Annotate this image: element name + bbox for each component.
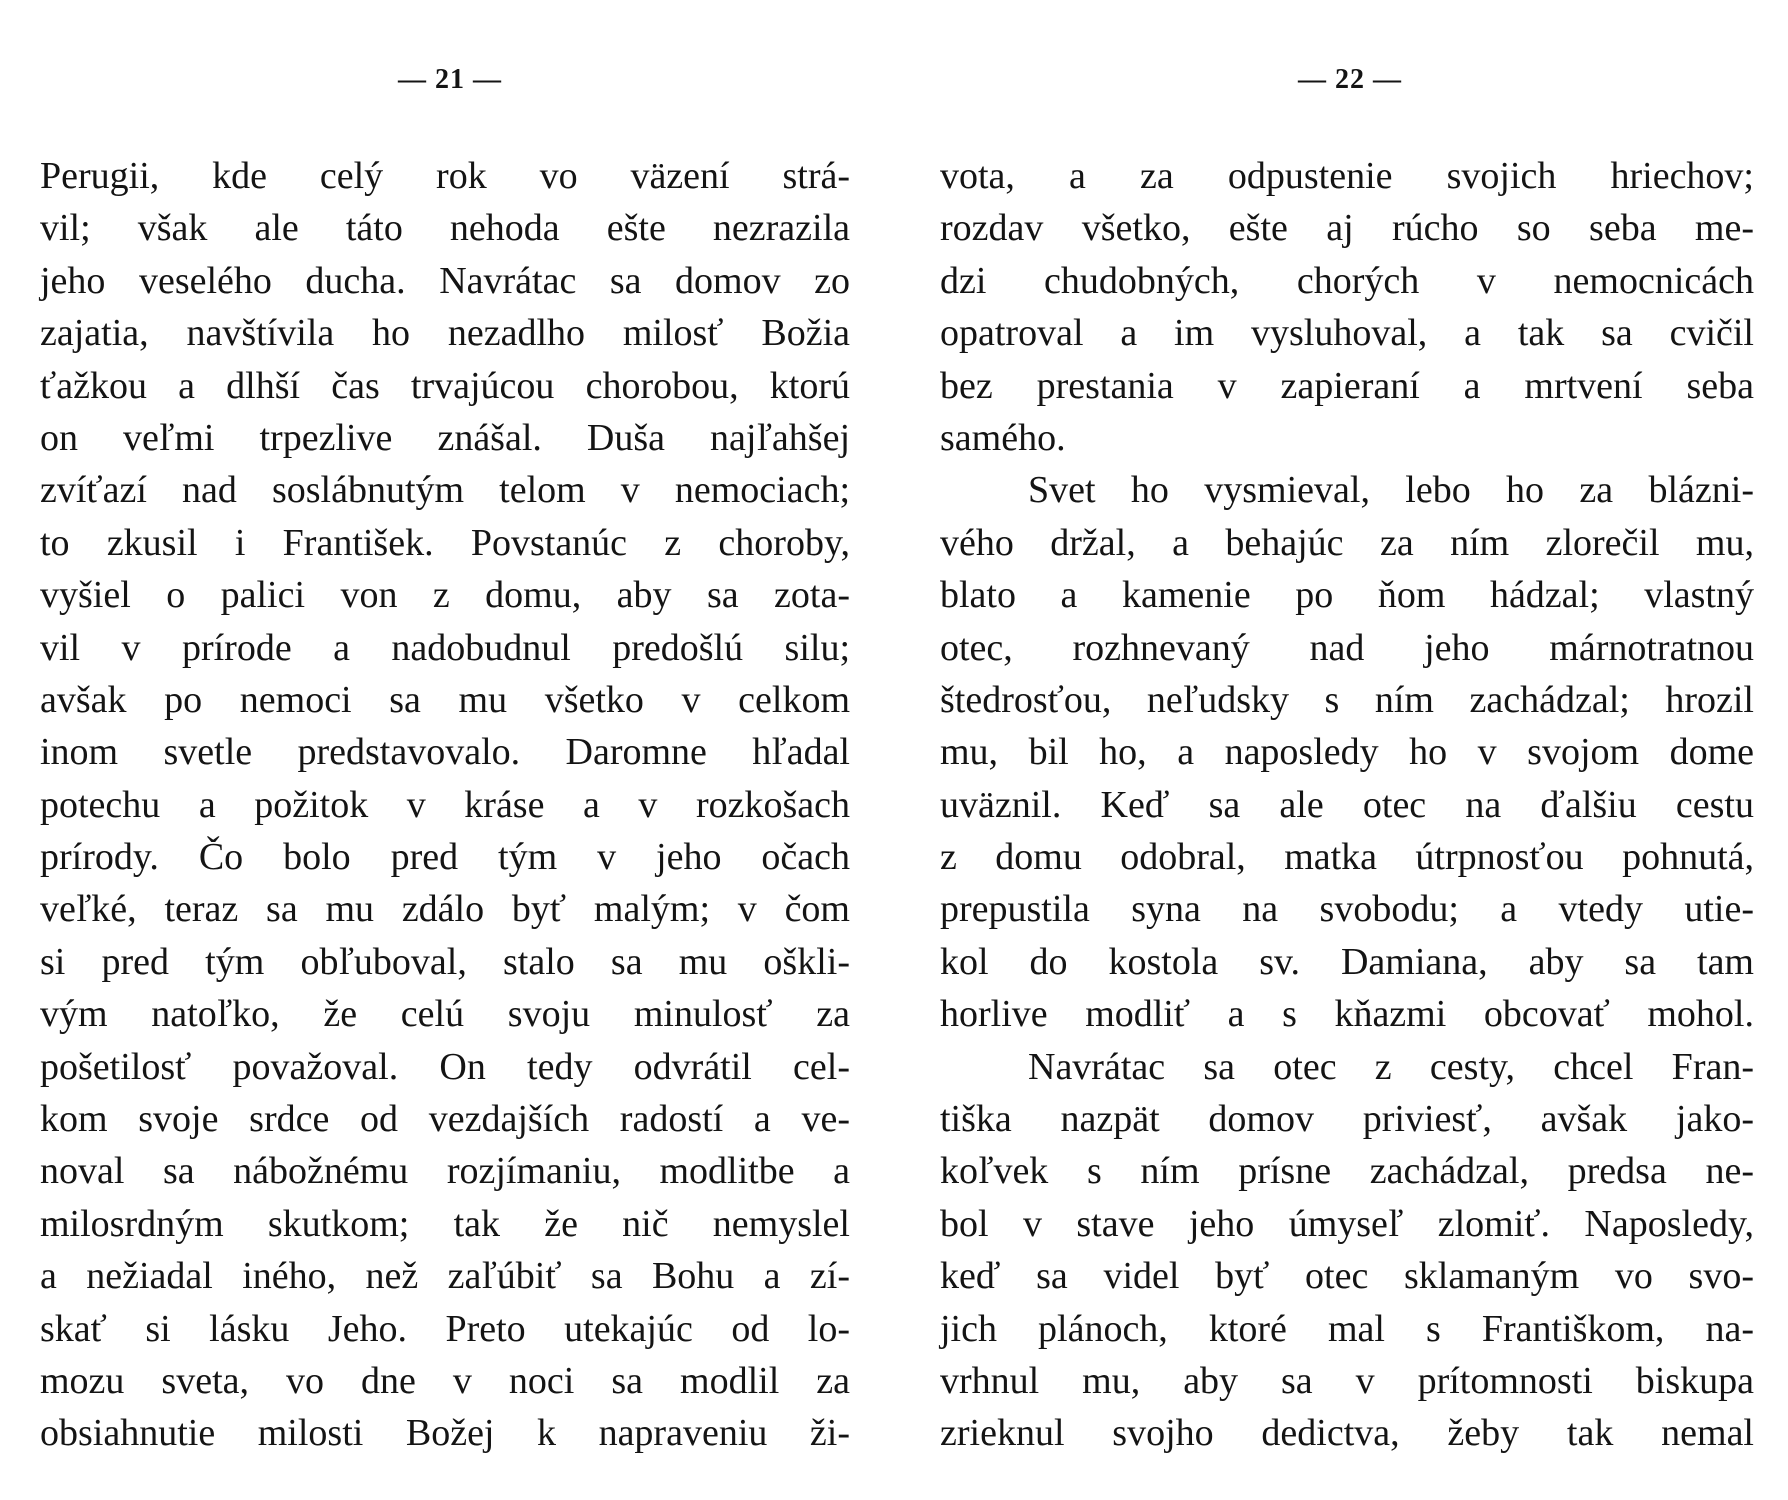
text-line: kol do kostola sv. Damiana, aby sa tam (940, 940, 1754, 983)
text-line: horlive modliť a s kňazmi obcovať mohol. (940, 993, 1754, 1036)
text-line: noval sa nábožnému rozjímaniu, modlitbe a (40, 1150, 850, 1193)
text-line: a nežiadal iného, než zaľúbiť sa Bohu a zí- (40, 1255, 850, 1298)
text-line: zvíťazí nad soslábnutým telom v nemociach; (40, 469, 850, 512)
text-line: opatroval a im vysluhoval, a tak sa cvičil (940, 312, 1754, 355)
text-line: vyšiel o palici von z domu, aby sa zota- (40, 574, 850, 617)
text-line: prepustila syna na svobodu; a vtedy utie- (940, 888, 1754, 931)
text-line: jich plánoch, ktoré mal s Františkom, na- (940, 1307, 1754, 1350)
text-line: vil; však ale táto nehoda ešte nezrazila (40, 207, 850, 250)
text-line: štedrosťou, neľudsky s ním zachádzal; hrozil (940, 678, 1754, 721)
text-line: uväznil. Keď sa ale otec na ďalšiu cestu (940, 783, 1754, 826)
text-line: si pred tým obľuboval, stalo sa mu oškli- (40, 940, 850, 983)
text-line: keď sa videl byť otec sklamaným vo svo- (940, 1255, 1754, 1298)
paragraph-start-line: Svet ho vysmieval, lebo ho za blázni- (1028, 469, 1754, 512)
text-line: rozdav všetko, ešte aj rúcho so seba me- (940, 207, 1754, 250)
text-line: kom svoje srdce od vezdajších radostí a ve- (40, 1098, 850, 1141)
text-line: otec, rozhnevaný nad jeho márnotratnou (940, 626, 1754, 669)
page-number-21: — 21 — (398, 64, 502, 95)
text-line: bez prestania v zapieraní a mrtvení seba (940, 364, 1754, 407)
right-page (894, 0, 1788, 1500)
page-number-22: — 22 — (1298, 64, 1402, 95)
text-line: vota, a za odpustenie svojich hriechov; (940, 155, 1754, 197)
text-line: vým natoľko, že celú svoju minulosť za (40, 993, 850, 1036)
text-line: prírody. Čo bolo pred tým v jeho očach (40, 836, 850, 879)
text-line: mu, bil ho, a naposledy ho v svojom dome (940, 731, 1754, 774)
text-line: koľvek s ním prísne zachádzal, predsa ne- (940, 1150, 1754, 1193)
left-page-body (40, 150, 850, 1460)
text-line: z domu odobral, matka útrpnosťou pohnutá, (940, 836, 1754, 879)
text-line: zrieknul svojho dedictva, žeby tak nemal (940, 1412, 1754, 1455)
text-line: inom svetle predstavovalo. Daromne hľadal (40, 731, 850, 774)
text-line: zajatia, navštívila ho nezadlho milosť Božia (40, 312, 850, 355)
text-line: blato a kamenie po ňom hádzal; vlastný (940, 574, 1754, 617)
text-line: ťažkou a dlhší čas trvajúcou chorobou, ktorú (40, 364, 850, 407)
text-line: vého držal, a behajúc za ním zlorečil mu, (940, 521, 1754, 564)
text-line: jeho veselého ducha. Navrátac sa domov zo (40, 259, 850, 302)
text-line: pošetilosť považoval. On tedy odvrátil cel- (40, 1045, 850, 1088)
text-line: on veľmi trpezlive znášal. Duša najľahšej (40, 416, 850, 459)
text-line: mozu sveta, vo dne v noci sa modlil za (40, 1359, 850, 1402)
text-line: Perugii, kde celý rok vo väzení strá- (40, 155, 850, 197)
paragraph-start-line: Navrátac sa otec z cesty, chcel Fran- (1028, 1045, 1754, 1088)
text-line: tiška nazpät domov priviesť, avšak jako- (940, 1098, 1754, 1141)
right-page-body (940, 150, 1754, 1460)
text-line: to zkusil i František. Povstanúc z choroby, (40, 521, 850, 564)
text-line: vil v prírode a nadobudnul predošlú silu; (40, 626, 850, 669)
text-line: obsiahnutie milosti Božej k napraveniu ži- (40, 1412, 850, 1455)
text-line: skať si lásku Jeho. Preto utekajúc od lo- (40, 1307, 850, 1350)
text-line: milosrdným skutkom; tak že nič nemyslel (40, 1202, 850, 1245)
text-line: veľké, teraz sa mu zdálo byť malým; v čom (40, 888, 850, 931)
text-line: potechu a požitok v kráse a v rozkošach (40, 783, 850, 826)
text-line: vrhnul mu, aby sa v prítomnosti biskupa (940, 1359, 1754, 1402)
text-line: avšak po nemoci sa mu všetko v celkom (40, 678, 850, 721)
text-line: samého. (940, 416, 1066, 459)
text-line: bol v stave jeho úmyseľ zlomiť. Naposledy, (940, 1202, 1754, 1245)
text-line: dzi chudobných, chorých v nemocnicách (940, 259, 1754, 302)
